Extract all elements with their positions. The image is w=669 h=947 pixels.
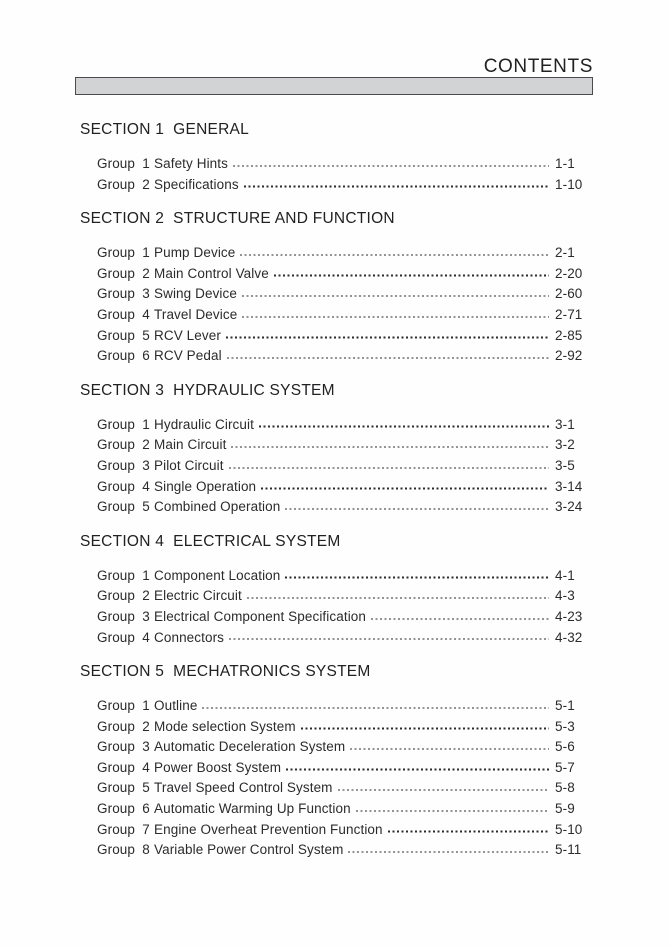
group-number: 6	[142, 801, 150, 817]
page-number: 5-9	[555, 801, 575, 817]
dot-leader	[233, 165, 549, 166]
group-title: Mode selection System	[154, 718, 296, 734]
group-title: Pump Device	[154, 245, 236, 261]
group-number: 4	[142, 759, 150, 775]
group-title: Automatic Warming Up Function	[154, 801, 351, 817]
group-label: Group	[97, 567, 136, 583]
toc-entry-row	[97, 717, 585, 738]
group-number: 1	[142, 698, 150, 714]
group-label: Group	[97, 718, 136, 734]
page-number: 5-1	[555, 698, 575, 714]
group-label: Group	[97, 588, 136, 604]
page-number: 4-23	[555, 608, 583, 624]
dot-leader	[226, 337, 549, 338]
group-title: Travel Device	[154, 306, 238, 322]
page-number: 2-85	[555, 327, 583, 343]
group-number: 3	[142, 739, 150, 755]
toc-entry-row	[97, 456, 585, 477]
group-number: 3	[142, 457, 150, 473]
dot-leader	[231, 446, 549, 447]
dot-leader	[261, 488, 549, 489]
group-title: Power Boost System	[154, 759, 282, 775]
group-title: Hydraulic Circuit	[154, 416, 254, 432]
group-label: Group	[97, 821, 136, 837]
group-label: Group	[97, 478, 136, 494]
toc-entry-row	[97, 758, 585, 779]
page-number: 3-24	[555, 499, 583, 515]
page-number: 5-10	[555, 821, 583, 837]
page-number: 5-7	[555, 759, 575, 775]
page-number: 1-10	[555, 176, 583, 192]
toc-entry-row	[97, 840, 585, 861]
toc-entry-row	[97, 799, 585, 820]
toc-section	[80, 121, 585, 195]
page-number: 4-3	[555, 588, 575, 604]
toc-entry-row	[97, 243, 585, 264]
toc-section	[80, 663, 585, 861]
group-label: Group	[97, 842, 136, 858]
group-title: RCV Pedal	[154, 348, 222, 364]
group-title: Swing Device	[154, 286, 237, 302]
page-number: 4-1	[555, 567, 575, 583]
section-groups	[80, 696, 585, 861]
group-label: Group	[97, 416, 136, 432]
toc-entry-row	[97, 305, 585, 326]
dot-leader	[242, 316, 549, 317]
group-number: 8	[142, 842, 150, 858]
toc-entry-row	[97, 435, 585, 456]
dot-leader	[242, 295, 549, 296]
group-number: 2	[142, 265, 150, 281]
page-number: 5-6	[555, 739, 575, 755]
toc-entry-row	[97, 607, 585, 628]
dot-leader	[247, 597, 549, 598]
group-label: Group	[97, 457, 136, 473]
group-number: 5	[142, 499, 150, 515]
page-number: 2-20	[555, 265, 583, 281]
toc-entry-row	[97, 154, 585, 175]
dot-leader	[285, 508, 549, 509]
toc-entry-row	[97, 346, 585, 367]
toc-entry-row	[97, 326, 585, 347]
dot-leader	[350, 748, 549, 749]
group-title: Main Control Valve	[154, 265, 269, 281]
group-title: Outline	[154, 698, 198, 714]
group-label: Group	[97, 245, 136, 261]
dot-leader	[202, 707, 549, 708]
group-title: Connectors	[154, 629, 225, 645]
group-label: Group	[97, 739, 136, 755]
toc-section	[80, 382, 585, 518]
group-label: Group	[97, 327, 136, 343]
page-number: 3-2	[555, 437, 575, 453]
group-title: Main Circuit	[154, 437, 227, 453]
group-title: Electric Circuit	[154, 588, 242, 604]
group-title: Component Location	[154, 567, 281, 583]
page-number: 3-14	[555, 478, 583, 494]
group-label: Group	[97, 759, 136, 775]
section-heading: SECTION 3 HYDRAULIC SYSTEM	[80, 381, 335, 399]
section-groups	[80, 243, 585, 367]
page-number: 4-32	[555, 629, 583, 645]
toc-entry-row	[97, 737, 585, 758]
section-heading: SECTION 2 STRUCTURE AND FUNCTION	[80, 210, 395, 228]
dot-leader	[227, 357, 549, 358]
group-label: Group	[97, 437, 136, 453]
dot-leader	[338, 790, 549, 791]
group-title: Electrical Component Specification	[154, 608, 367, 624]
dot-leader	[274, 275, 549, 276]
page-number: 2-1	[555, 245, 575, 261]
group-label: Group	[97, 348, 136, 364]
toc-entry-row	[97, 586, 585, 607]
group-label: Group	[97, 801, 136, 817]
group-number: 5	[142, 327, 150, 343]
group-title: Safety Hints	[154, 156, 228, 171]
section-groups	[80, 566, 585, 648]
toc-entry-row	[97, 415, 585, 436]
title-underline-bar	[75, 77, 593, 95]
group-label: Group	[97, 176, 136, 192]
group-label: Group	[97, 499, 136, 515]
toc-entry-row	[97, 696, 585, 717]
group-label: Group	[97, 306, 136, 322]
group-number: 1	[142, 416, 150, 432]
group-number: 6	[142, 348, 150, 364]
group-label: Group	[97, 265, 136, 281]
group-number: 2	[142, 588, 150, 604]
group-label: Group	[97, 780, 136, 796]
dot-leader	[229, 467, 549, 468]
section-heading: SECTION 1 GENERAL	[80, 121, 250, 138]
group-number: 3	[142, 608, 150, 624]
dot-leader	[286, 769, 549, 770]
section-groups	[80, 415, 585, 518]
dot-leader	[285, 577, 549, 578]
toc-entry-row	[97, 628, 585, 649]
toc-entry-row	[97, 477, 585, 498]
group-title: Variable Power Control System	[154, 842, 344, 858]
group-number: 4	[142, 306, 150, 322]
group-number: 1	[142, 245, 150, 261]
toc-sections	[80, 121, 585, 861]
page-number: 2-60	[555, 286, 583, 302]
group-title: RCV Lever	[154, 327, 221, 343]
section-heading: SECTION 4 ELECTRICAL SYSTEM	[80, 532, 341, 550]
group-number: 2	[142, 176, 150, 192]
page-number: 3-1	[555, 416, 575, 432]
dot-leader	[348, 851, 549, 852]
group-label: Group	[97, 698, 136, 714]
section-groups	[80, 154, 585, 195]
toc-entry-row	[97, 820, 585, 841]
page-number: 1-1	[555, 156, 575, 171]
group-label: Group	[97, 156, 136, 171]
group-title: Combined Operation	[154, 499, 281, 515]
dot-leader	[240, 254, 549, 255]
dot-leader	[229, 639, 549, 640]
page-title: CONTENTS	[483, 56, 593, 77]
page-number: 3-5	[555, 457, 575, 473]
toc-section	[80, 210, 585, 367]
dot-leader	[259, 426, 549, 427]
group-label: Group	[97, 629, 136, 645]
section-heading: SECTION 5 MECHATRONICS SYSTEM	[80, 663, 371, 681]
group-number: 1	[142, 156, 150, 171]
group-title: Automatic Deceleration System	[154, 739, 346, 755]
toc-entry-row	[97, 497, 585, 518]
dot-leader	[356, 810, 549, 811]
dot-leader	[371, 618, 549, 619]
dot-leader	[301, 728, 549, 729]
toc-entry-row	[97, 264, 585, 285]
toc-entry-row	[97, 284, 585, 305]
page-number: 5-3	[555, 718, 575, 734]
toc-entry-row	[97, 566, 585, 587]
group-number: 4	[142, 478, 150, 494]
page-number: 2-71	[555, 306, 583, 322]
page-number: 5-11	[555, 842, 582, 858]
dot-leader	[388, 831, 549, 832]
page-header	[75, 57, 593, 95]
group-title: Single Operation	[154, 478, 257, 494]
group-label: Group	[97, 286, 136, 302]
group-title: Specifications	[154, 176, 239, 192]
group-number: 5	[142, 780, 150, 796]
group-number: 4	[142, 629, 150, 645]
toc-section	[80, 533, 585, 648]
dot-leader	[244, 186, 549, 187]
group-number: 3	[142, 286, 150, 302]
group-title: Travel Speed Control System	[154, 780, 333, 796]
group-number: 1	[142, 567, 150, 583]
group-title: Pilot Circuit	[154, 457, 224, 473]
group-label: Group	[97, 608, 136, 624]
group-number: 2	[142, 437, 150, 453]
group-number: 2	[142, 718, 150, 734]
group-title: Engine Overheat Prevention Function	[154, 821, 383, 837]
page-number: 2-92	[555, 348, 583, 364]
page-number: 5-8	[555, 780, 575, 796]
group-number: 7	[142, 821, 150, 837]
toc-entry-row	[97, 778, 585, 799]
toc-entry-row	[97, 175, 585, 196]
